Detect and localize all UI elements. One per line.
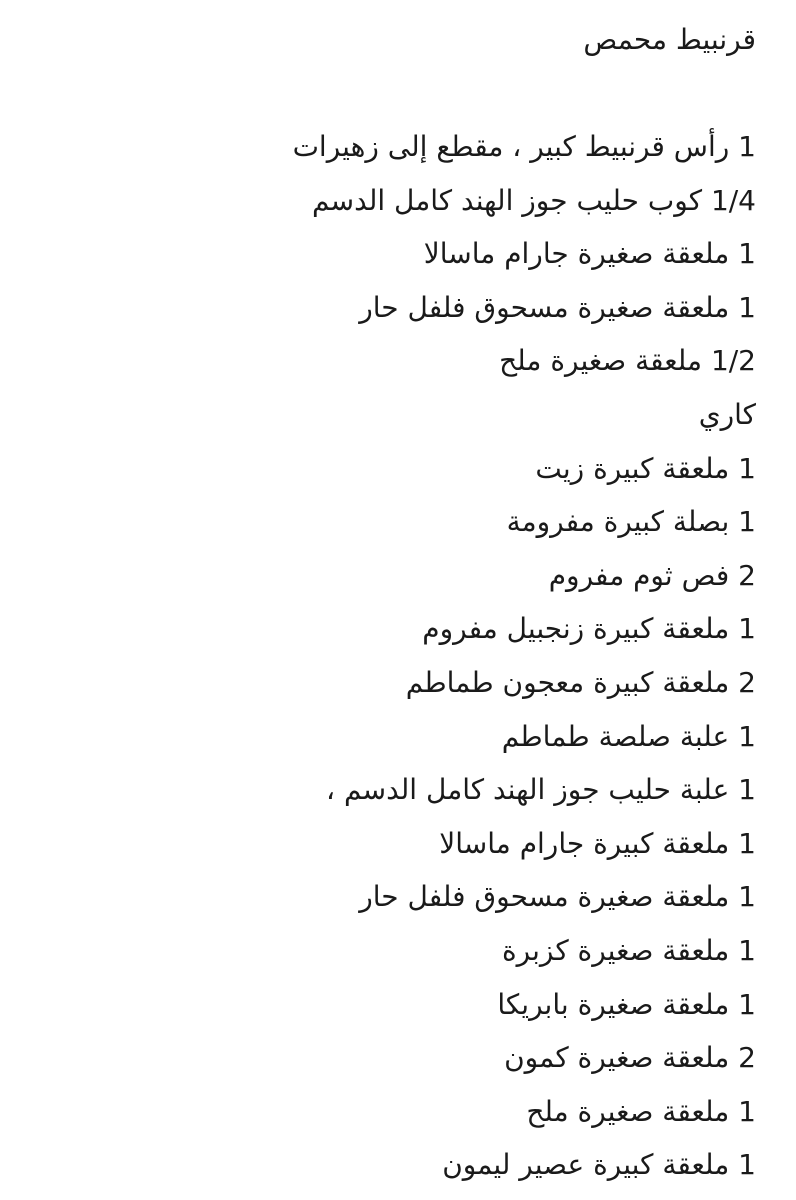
- section-heading-curry: كاري: [698, 397, 756, 431]
- ingredient-line: 1 ملعقة صغيرة جارام ماسالا: [423, 237, 756, 271]
- ingredient-line: 2 فص ثوم مفروم: [548, 558, 756, 592]
- ingredient-line: 1 ملعقة صغيرة مسحوق فلفل حار: [359, 880, 756, 914]
- note-title: قرنبيط محمص: [583, 23, 756, 56]
- ingredient-line: 1 ملعقة كبيرة جارام ماسالا: [439, 826, 756, 860]
- ingredient-line: 1 ملعقة صغيرة كزبرة: [501, 933, 756, 967]
- ingredient-line: 1 ملعقة كبيرة زنجبيل مفروم: [422, 612, 756, 646]
- ingredient-line: 1 علبة صلصة طماطم: [501, 719, 756, 753]
- ingredient-line: 1 بصلة كبيرة مفرومة: [506, 505, 756, 539]
- ingredient-line: 1 ملعقة صغيرة ملح: [526, 1094, 756, 1128]
- ingredient-line: 1 رأس قرنبيط كبير ، مقطع إلى زهيرات: [292, 130, 756, 163]
- ingredient-line: 1/2 ملعقة صغيرة ملح: [499, 344, 756, 378]
- ingredient-line: 2 ملعقة كبيرة معجون طماطم: [405, 665, 756, 699]
- ingredient-line: 1 ملعقة صغيرة بابريكا: [497, 987, 756, 1021]
- ingredient-line: 1 ملعقة كبيرة زيت: [535, 451, 756, 485]
- ingredient-line: 1 علبة حليب جوز الهند كامل الدسم ،: [326, 773, 756, 807]
- ingredient-list: [293, 120, 756, 1192]
- ingredient-line: 2 ملعقة صغيرة كمون: [504, 1041, 756, 1075]
- ingredient-line: 1 ملعقة صغيرة مسحوق فلفل حار: [359, 290, 756, 324]
- ingredient-line: 1/4 كوب حليب جوز الهند كامل الدسم: [312, 183, 756, 217]
- ingredient-line: 1 ملعقة كبيرة عصير ليمون: [442, 1148, 756, 1182]
